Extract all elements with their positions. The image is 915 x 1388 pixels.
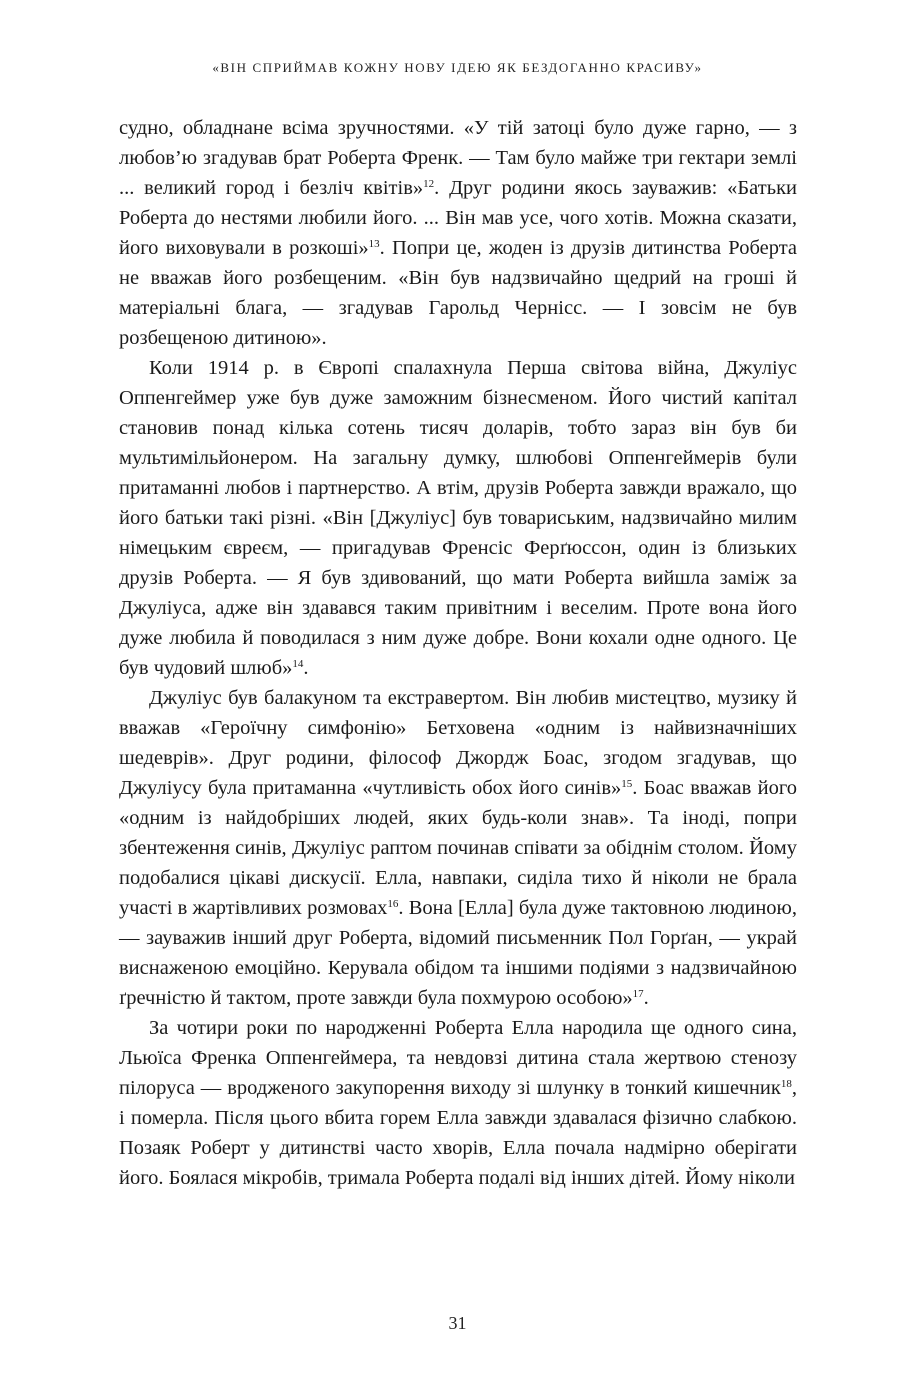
running-header: «ВІН СПРИЙМАВ КОЖНУ НОВУ ІДЕЮ ЯК БЕЗДОГАННО КРАСИВУ» (212, 60, 703, 75)
footnote-marker: 15 (621, 778, 633, 790)
text-run: Коли 1914 р. в Європі спалахнула Перша світова війна, Джуліус Оппенгеймер уже був дуже заможним бізнесменом. Його чистий капітал становив понад кілька сотень тисяч доларів, тобто зараз він був би мультимільйонером. На загальну думку, шлюбові Оппенгеймерів були притаманні любов і партнерство. А втім, друзів Роберта завжди вражало, що його батьки такі різні. «Він [Джуліус] був товариським, надзвичайно милим німецьким євреєм, — пригадував Френсіс Ферґюссон, один із близьких друзів Роберта. — Я був здивований, що мати Роберта вийшла заміж за Джуліуса, адже він здавався таким привітним і веселим. Проте вона його дуже любила й поводилася з ним дуже добре. Вони кохали одне одного. Це був чудовий шлюб» (119, 357, 797, 679)
body-text (119, 113, 797, 1193)
text-run: , і померла. Після цього вбита горем Елла завжди здавалася фізично слабкою. Позаяк Роберт у дитинстві часто хворів, Елла почала надмірно оберігати його. Боялася мікробів, тримала Роберта подалі від інших дітей. Йому ніколи (119, 1077, 797, 1189)
text-run: За чотири роки по народженні Роберта Елла народила ще одного сина, Льюїса Френка Оппенгеймера, та невдовзі дитина стала жертвою стенозу пілоруса — вродженого закупорення виходу зі шлунку в тонкий кишечник (119, 1017, 797, 1099)
text-run: Джуліус був балакуном та екстравертом. Він любив мистецтво, музику й вважав «Героїчну симфонію» Бетховена «одним із найвизначніших шедеврів». Друг родини, філософ Джордж Боас, згодом згадував, що Джуліусу була притаманна «чутливість обох його синів» (119, 687, 797, 799)
text-run: . Вона [Елла] була дуже тактовною людиною, — зауважив інший друг Роберта, відомий письменник Пол Горґан, — украй виснаженою емоційно. Керувала обідом та іншими подіями з надзвичайною ґречністю й тактом, проте завжди була похмурою особою» (119, 897, 797, 1009)
text-run: . Попри це, жоден із друзів дитинства Роберта не вважав його розбещеним. «Він був надзвичайно щедрий на гроші й матеріальні блага, — згадував Гарольд Чернісс. — І зовсім не був розбещеною дитиною». (119, 237, 797, 349)
paragraph (119, 113, 797, 353)
footnote-marker: 13 (368, 238, 380, 250)
footnote-marker: 14 (292, 658, 304, 670)
footnote-marker: 18 (780, 1078, 792, 1090)
footnote-marker: 17 (632, 988, 644, 1000)
page-number: 31 (448, 1313, 467, 1333)
footnote-marker: 12 (423, 178, 435, 190)
text-run: . (303, 657, 309, 679)
paragraph (119, 1013, 797, 1193)
paragraph (119, 683, 797, 1013)
footnote-marker: 16 (387, 898, 399, 910)
paragraph (119, 353, 797, 683)
text-run: . (643, 987, 649, 1009)
text-run: . Друг родини якось зауважив: «Батьки Роберта до нестями любили його. ... Він мав усе, чого хотів. Можна сказати, його виховували в розкоші» (119, 177, 797, 259)
text-run: судно, обладнане всіма зручностями. «У тій затоці було дуже гарно, — з любов’ю згадував брат Роберта Френк. — Там було майже три гектари землі ... великий город і безліч квітів» (119, 117, 797, 199)
text-run: . Боас вважав його «одним із найдобріших людей, яких будь-коли знав». Та іноді, попри збентеження синів, Джуліус раптом починав співати за обіднім столом. Йому подобалися цікаві дискусії. Елла, навпаки, сиділа тихо й ніколи не брала участі в жартівливих розмовах (119, 777, 797, 919)
